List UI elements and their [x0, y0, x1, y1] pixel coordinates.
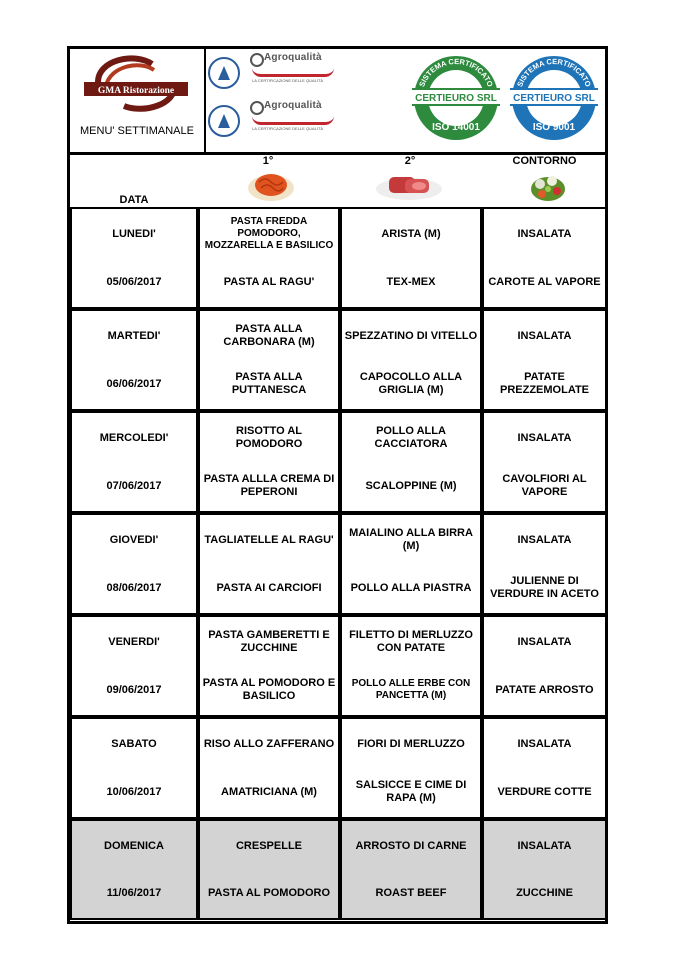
side-dish-cell [482, 207, 607, 309]
logo-text: GMA Ristorazione [97, 86, 175, 96]
first-course-cell [198, 207, 340, 309]
dish-text: INSALATA [517, 533, 572, 546]
date-cell [70, 819, 198, 920]
agroqualita-brand: Agroqualità [264, 100, 322, 111]
dish-text: FILETTO DI MERLUZZO CON PATATE [349, 629, 473, 654]
dish-text: PASTA AL POMODORO [207, 886, 331, 899]
day-name: LUNEDI' [112, 227, 156, 240]
dish-text: FIORI DI MERLUZZO [357, 737, 465, 750]
svg-text:ISO 14001: ISO 14001 [432, 122, 480, 133]
second-course-cell [340, 717, 482, 819]
meat-dish-icon [375, 167, 443, 203]
second-course-cell [340, 309, 482, 411]
agroqualita-subtitle: LA CERTIFICAZIONE DELLE QUALITÀ [252, 126, 324, 131]
date-cell [70, 207, 198, 309]
svg-text:ISO 9001: ISO 9001 [532, 122, 576, 133]
iso-14001-certificate-badge [412, 54, 500, 142]
first-course-cell [198, 513, 340, 615]
dish-text: RISO ALLO ZAFFERANO [203, 737, 335, 750]
dish-text: PASTA AL RAGU' [223, 275, 315, 288]
dish-text: VERDURE COTTE [497, 785, 592, 798]
dish-text: PATATE ARROSTO [495, 683, 594, 696]
dish-text: MAIALINO ALLA BIRRA (M) [349, 527, 473, 552]
dish-text: INSALATA [517, 737, 572, 750]
agroqualita-subtitle: LA CERTIFICAZIONE DELLE QUALITÀ [252, 78, 324, 83]
dish-text: SCALOPPINE (M) [365, 479, 457, 492]
day-date: 06/06/2017 [106, 377, 162, 390]
day-date: 10/06/2017 [106, 785, 162, 798]
side-dish-cell [482, 819, 607, 920]
dish-text: PASTA ALLA CARBONARA (M) [223, 323, 315, 348]
dish-text: CAROTE AL VAPORE [488, 275, 601, 288]
gma-ristorazione-logo [84, 52, 188, 116]
day-name: MERCOLEDI' [99, 431, 169, 444]
column-date-label: DATA [119, 194, 149, 206]
agroqualita-swoosh-icon [252, 116, 334, 125]
second-course-cell [340, 513, 482, 615]
first-course-cell [198, 615, 340, 717]
svg-text:CERTIEURO SRL: CERTIEURO SRL [415, 93, 497, 104]
dish-text: PASTA ALLLA CREMA DI PEPERONI [203, 473, 335, 498]
dish-text: ARROSTO DI CARNE [355, 839, 467, 852]
date-cell [70, 411, 198, 513]
dish-text: ZUCCHINE [516, 886, 573, 899]
day-name: DOMENICA [104, 839, 164, 852]
column-side-dish-label: CONTORNO [512, 155, 577, 167]
day-date: 09/06/2017 [106, 683, 162, 696]
day-name: SABATO [111, 737, 157, 750]
date-cell [70, 615, 198, 717]
dish-text: TAGLIATELLE AL RAGU' [204, 533, 334, 546]
side-dish-cell [482, 513, 607, 615]
dish-text: CRESPELLE [235, 839, 302, 852]
day-name: VENERDI' [108, 635, 160, 648]
dish-text: POLLO ALLA PIASTRA [350, 581, 472, 594]
dish-text: PASTA FREDDA POMODORO, MOZZARELLA E BASILICO [204, 216, 334, 251]
dish-text: POLLO ALLE ERBE CON PANCETTA (M) [351, 678, 471, 701]
column-second-course-label: 2° [404, 155, 416, 167]
day-name: MARTEDI' [107, 329, 161, 342]
menu-header [70, 49, 605, 155]
menu-title: MENU' SETTIMANALE [80, 125, 194, 137]
dish-text: INSALATA [517, 431, 572, 444]
dish-text: CAPOCOLLO ALLA GRIGLIA (M) [359, 371, 463, 396]
dish-text: PASTA AL POMODORO E BASILICO [202, 677, 336, 702]
salad-dish-icon [530, 169, 566, 203]
svg-text:SISTEMA CERTIFICATO: SISTEMA CERTIFICATO [417, 56, 495, 89]
agroqualita-icon [250, 53, 264, 67]
dish-text: POLLO ALLA CACCIATORA [374, 425, 448, 450]
column-header-row [70, 155, 605, 210]
iqnet-seal-icon [208, 105, 240, 137]
dish-text: JULIENNE DI VERDURE IN ACETO [490, 575, 599, 600]
agroqualita-logo-2 [208, 99, 348, 143]
dish-text: TEX-MEX [386, 275, 436, 288]
dish-text: PATATE PREZZEMOLATE [499, 371, 589, 396]
dish-text: SALSICCE E CIME DI RAPA (M) [355, 779, 467, 804]
second-course-cell [340, 615, 482, 717]
dish-text: AMATRICIANA (M) [221, 785, 317, 798]
second-course-cell [340, 819, 482, 920]
dish-text: INSALATA [517, 227, 572, 240]
dish-text: PASTA AI CARCIOFI [216, 581, 322, 594]
side-dish-cell [482, 615, 607, 717]
day-date: 11/06/2017 [106, 886, 162, 899]
side-dish-cell [482, 717, 607, 819]
dish-text: SPEZZATINO DI VITELLO [344, 329, 478, 342]
dish-text: INSALATA [517, 329, 572, 342]
dish-text: PASTA GAMBERETTI E ZUCCHINE [208, 629, 330, 654]
first-course-cell [198, 717, 340, 819]
second-course-cell [340, 411, 482, 513]
day-name: GIOVEDI' [109, 533, 159, 546]
iso-9001-certificate-badge [510, 54, 598, 142]
pasta-dish-icon [247, 168, 295, 202]
svg-text:SISTEMA CERTIFICATO: SISTEMA CERTIFICATO [515, 56, 593, 89]
agroqualita-icon [250, 101, 264, 115]
day-date: 07/06/2017 [106, 479, 162, 492]
day-date: 08/06/2017 [106, 581, 162, 594]
agroqualita-logo [208, 51, 348, 95]
day-date: 05/06/2017 [106, 275, 162, 288]
dish-text: INSALATA [517, 635, 572, 648]
side-dish-cell [482, 411, 607, 513]
date-cell [70, 717, 198, 819]
dish-text: ARISTA (M) [381, 227, 441, 240]
dish-text: CAVOLFIORI AL VAPORE [502, 473, 587, 498]
iqnet-seal-icon [208, 57, 240, 89]
first-course-cell [198, 411, 340, 513]
dish-text: INSALATA [517, 839, 572, 852]
agroqualita-brand: Agroqualità [264, 52, 322, 63]
weekly-menu-sheet [67, 46, 608, 924]
second-course-cell [340, 207, 482, 309]
logo-area [70, 49, 206, 152]
dish-text: ROAST BEEF [375, 886, 447, 899]
date-cell [70, 309, 198, 411]
side-dish-cell [482, 309, 607, 411]
agroqualita-swoosh-icon [252, 68, 334, 77]
dish-text: PASTA ALLA PUTTANESCA [231, 371, 307, 396]
date-cell [70, 513, 198, 615]
column-first-course-label: 1° [262, 155, 274, 167]
first-course-cell [198, 819, 340, 920]
dish-text: RISOTTO AL POMODORO [235, 425, 303, 450]
svg-text:CERTIEURO SRL: CERTIEURO SRL [513, 93, 595, 104]
first-course-cell [198, 309, 340, 411]
